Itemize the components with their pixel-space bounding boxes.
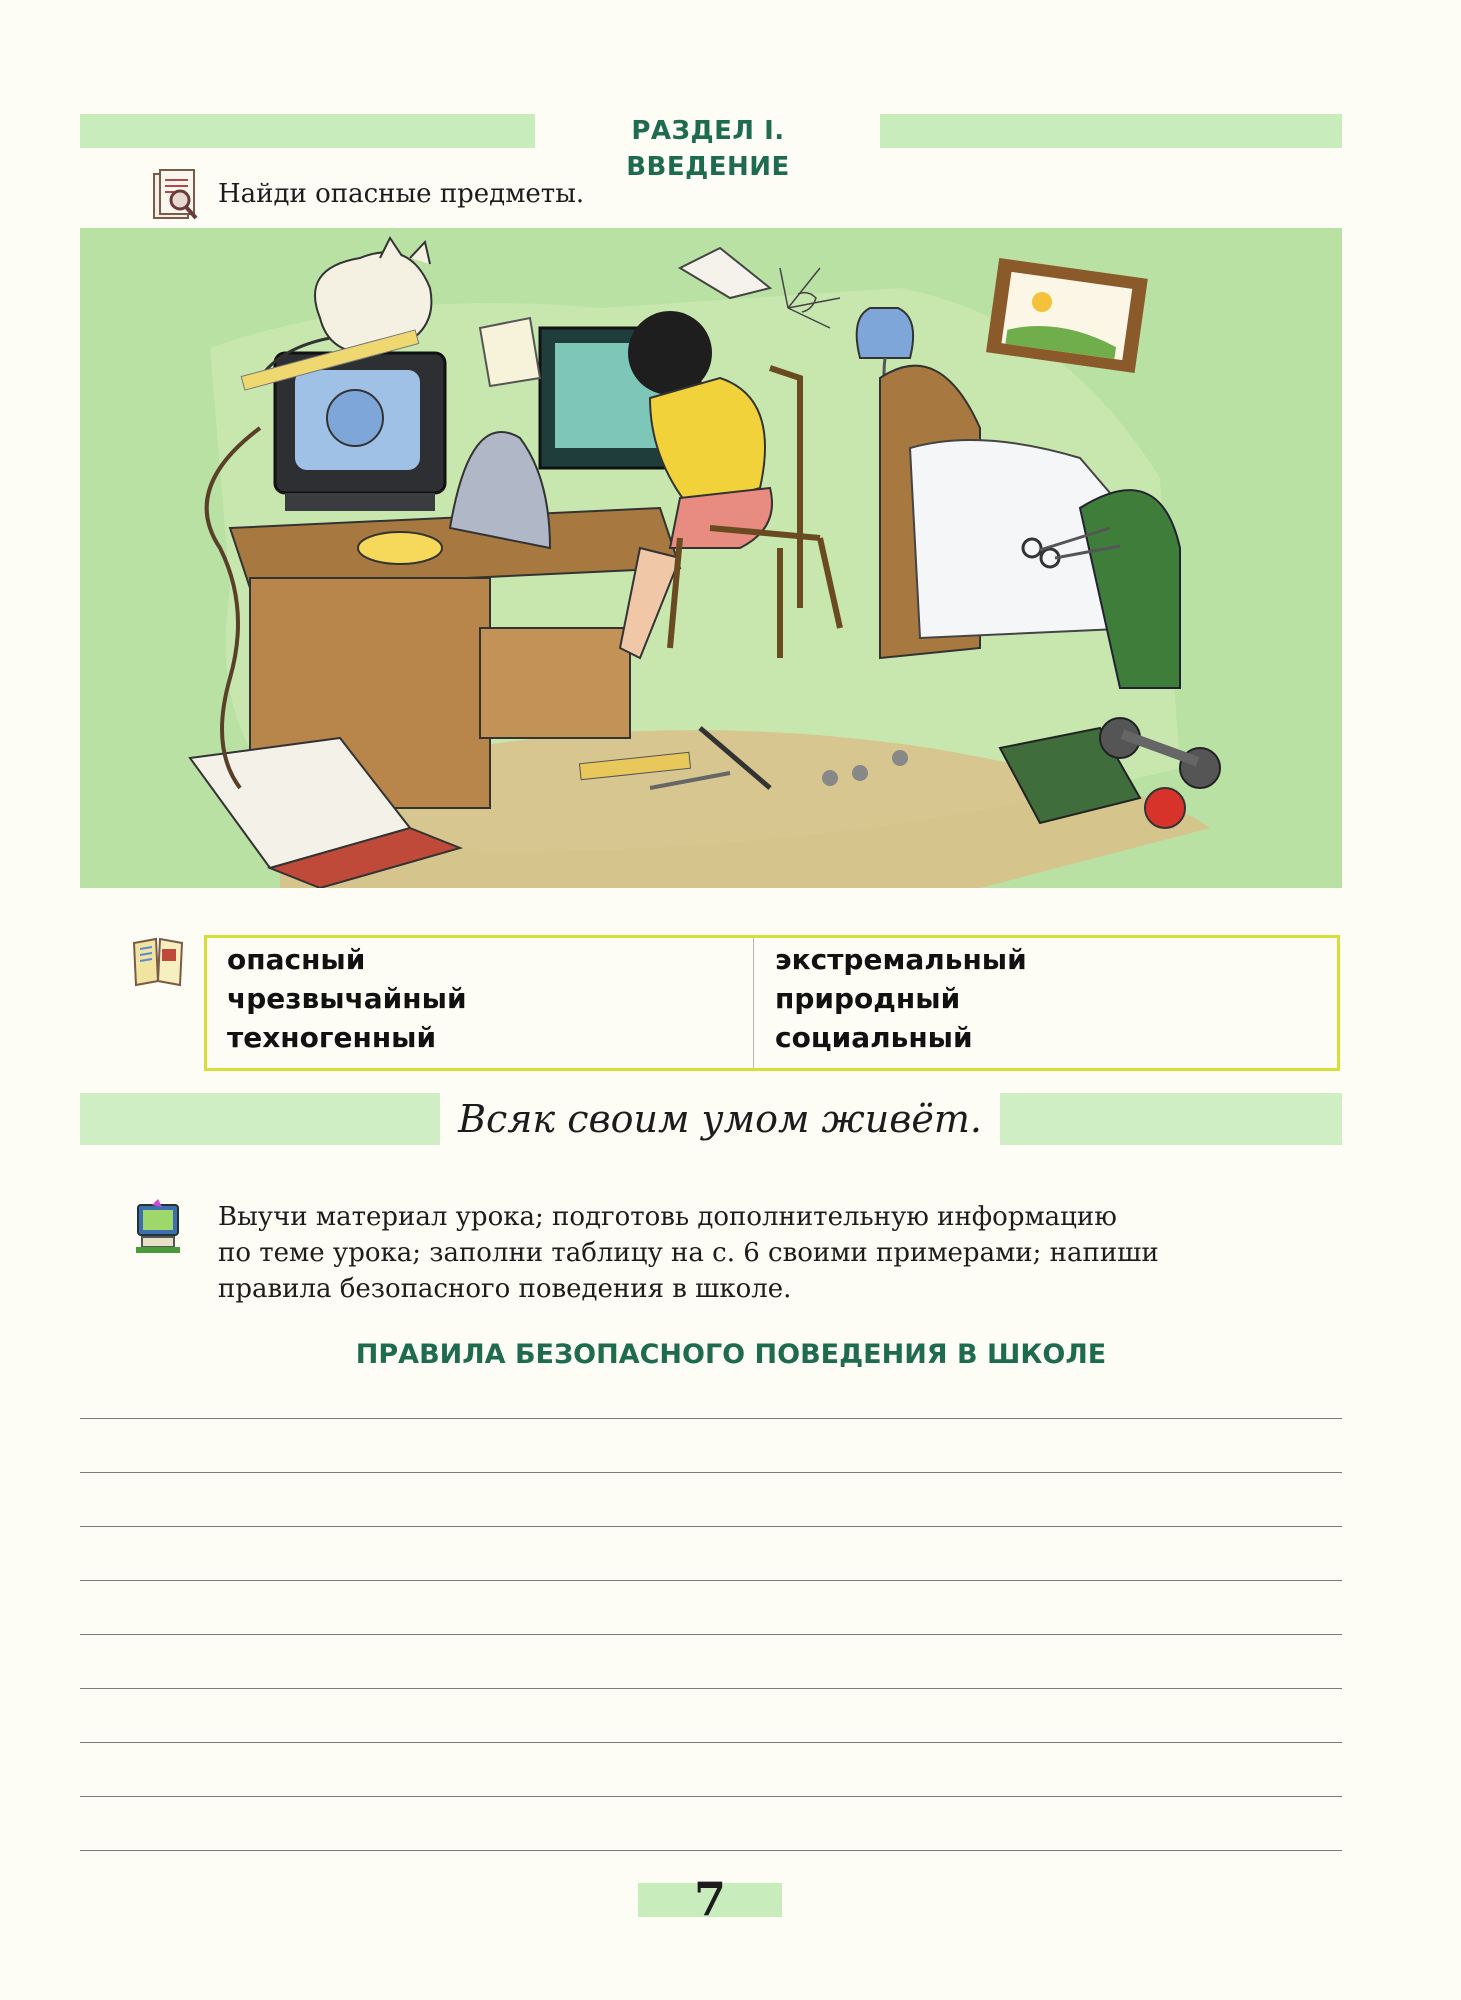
open-book-icon <box>130 935 186 991</box>
proverb: Всяк своим умом живёт. <box>440 1092 1000 1146</box>
vocabulary-word: чрезвычайный <box>227 982 467 1015</box>
homework-line: по теме урока; заполни таблицу на с. 6 своими примерами; напиши <box>218 1238 1159 1268</box>
section-title: РАЗДЕЛ I. ВВЕДЕНИЕ <box>626 116 790 182</box>
illustration-messy-room <box>80 228 1342 888</box>
writing-line[interactable] <box>80 1580 1342 1581</box>
vocabulary-column-right <box>775 940 1027 1057</box>
vocabulary-word: техногенный <box>227 1021 437 1054</box>
vocabulary-divider <box>753 938 754 1068</box>
vocabulary-word: экстремальный <box>775 943 1027 976</box>
homework-line: правила безопасного поведения в школе. <box>218 1274 792 1304</box>
magnifier-document-icon <box>150 168 202 228</box>
computer-homework-icon <box>132 1199 184 1259</box>
vocabulary-word: социальный <box>775 1021 973 1054</box>
writing-line[interactable] <box>80 1634 1342 1635</box>
vocabulary-word: опасный <box>227 943 366 976</box>
vocabulary-word: природный <box>775 982 961 1015</box>
header-band-right <box>880 114 1342 148</box>
writing-line[interactable] <box>80 1742 1342 1743</box>
writing-line[interactable] <box>80 1418 1342 1419</box>
homework-text <box>218 1199 1268 1307</box>
writing-line[interactable] <box>80 1472 1342 1473</box>
writing-line[interactable] <box>80 1688 1342 1689</box>
writing-line[interactable] <box>80 1526 1342 1527</box>
homework-line: Выучи материал урока; подготовь дополнительную информацию <box>218 1202 1117 1232</box>
task-instruction: Найди опасные предметы. <box>218 179 585 209</box>
page-number: 7 <box>693 1872 726 1926</box>
writing-line[interactable] <box>80 1796 1342 1797</box>
rules-heading: ПРАВИЛА БЕЗОПАСНОГО ПОВЕДЕНИЯ В ШКОЛЕ <box>355 1339 1107 1370</box>
vocabulary-column-left <box>227 940 467 1057</box>
vocabulary-box <box>204 935 1340 1071</box>
header-band-left <box>80 114 535 148</box>
writing-line[interactable] <box>80 1850 1342 1851</box>
